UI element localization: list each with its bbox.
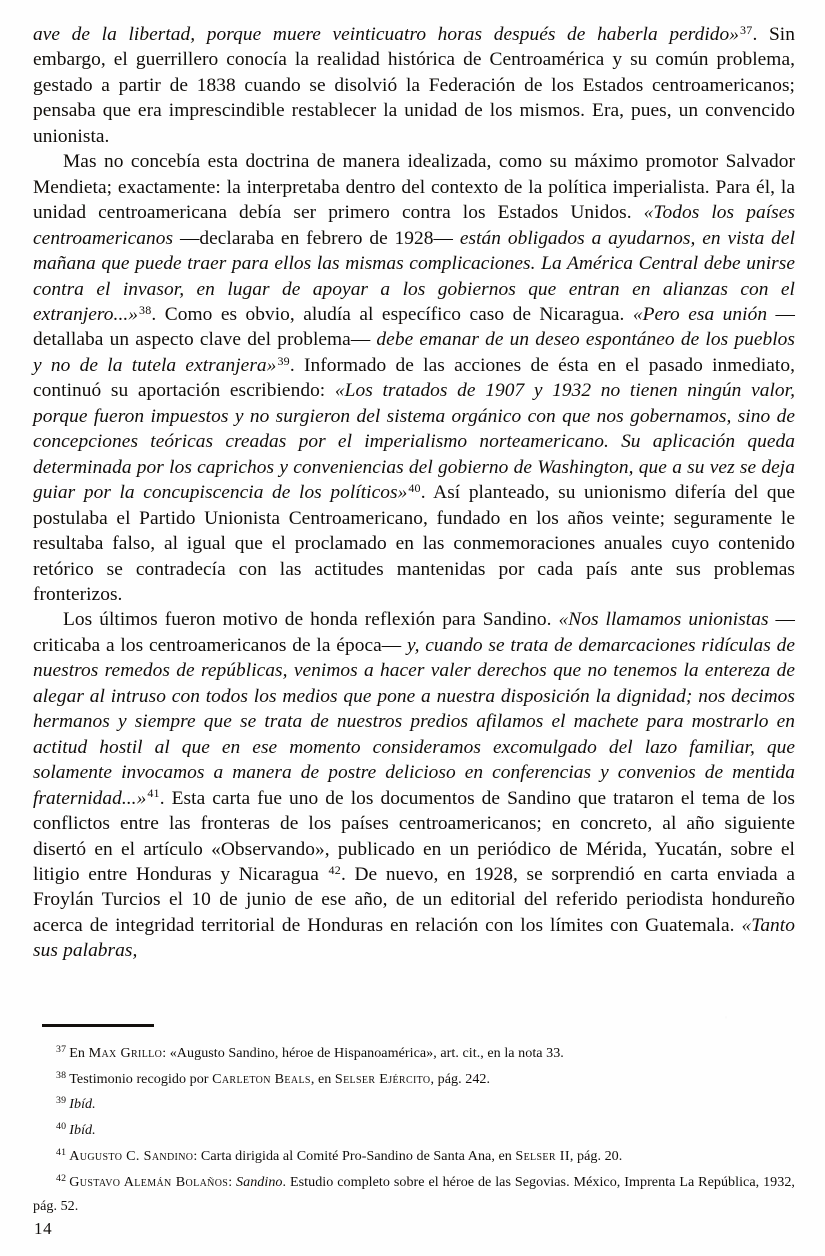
footnote-item xyxy=(33,1118,795,1143)
roman-run: En xyxy=(69,1045,89,1061)
footnote-item xyxy=(33,1170,795,1219)
italic-run: Sandino xyxy=(236,1173,283,1190)
roman-run: : Carta dirigida al Comité Pro-Sandino de Santa Ana, en xyxy=(193,1147,516,1164)
small-caps-name: Max Grillo xyxy=(88,1045,163,1061)
footnote-item xyxy=(33,1092,795,1117)
italic-run: ave de la libertad, porque muere veinticuatro horas después de haberla perdido» xyxy=(33,24,740,45)
footnote-reference-marker: 41 xyxy=(147,786,160,801)
roman-run: —detallaba un aspecto clave del problema— xyxy=(33,303,795,351)
italic-run: Ibíd. xyxy=(69,1122,96,1139)
roman-run: . De nuevo, en 1928, se sorprendió en carta enviada a Froylán Turcios el 10 de junio de ese año, de un editorial del referido periodista hondureño acerca de integridad territorial de Honduras en relación con los límites con Guatemala. xyxy=(33,863,796,936)
roman-run: Los últimos fueron motivo de honda reflexión para Sandino. xyxy=(63,609,559,631)
footnote-item xyxy=(33,1041,795,1066)
footnote-reference-marker: 39 xyxy=(277,353,290,368)
footnote-reference-marker: 37 xyxy=(740,22,753,37)
roman-run: , pág. 20. xyxy=(569,1147,623,1164)
footnote-list xyxy=(33,1041,795,1219)
roman-run: , en xyxy=(310,1070,335,1087)
roman-run: . Como es obvio, aludía al específico caso de Nicaragua. xyxy=(151,303,633,325)
italic-run: están obligados a ayudarnos, en vista del mañana que puede traer para ellos las mismas complicaciones. La América Central debe unirse contra el invasor, en lugar de apoyar a los gobiernos que entran en alianzas con el extranjero...» xyxy=(33,227,796,325)
roman-run: . Informado de las acciones de ésta en el pasado inmediato, continuó su aportación escribiendo: xyxy=(33,354,796,402)
roman-run: . Así planteado, su unionismo difería del que postulaba el Partido Unionista Centroamericano, fundado en los años veinte; seguramente le resultaba falso, al igual que el proclamado en las conmemoraciones anuales cuyo contenido retórico se contradecía con las actitudes mantenidas por cada país ante sus problemas fronterizos. xyxy=(33,482,795,605)
roman-run: Testimonio recogido por xyxy=(69,1070,213,1087)
body-paragraph xyxy=(33,607,795,963)
small-caps-name: Augusto C. Sandino xyxy=(69,1147,194,1164)
small-caps-name: Selser Ejército xyxy=(334,1070,431,1087)
roman-run: : «Augusto Sandino, héroe de Hispanoamérica», art. cit., en la nota 33. xyxy=(162,1045,564,1061)
small-caps-name: Selser II xyxy=(515,1147,570,1164)
footnote-number: 38 xyxy=(56,1069,67,1081)
footnote-number: 40 xyxy=(56,1121,67,1133)
footnote-reference-marker: 40 xyxy=(408,480,421,495)
roman-run: , pág. 242. xyxy=(430,1070,491,1087)
roman-run: —criticaba a los centroamericanos de la época— xyxy=(33,609,795,656)
footnote-number: 37 xyxy=(56,1044,67,1056)
italic-run: «Nos llamamos unionistas xyxy=(558,609,776,631)
footnote-number: 39 xyxy=(56,1095,67,1107)
italic-run: Ibíd. xyxy=(69,1096,96,1113)
roman-run: Mas no concebía esta doctrina de manera idealizada, como su máximo promotor Salvador Mendieta; exactamente: la interpretaba dentro del contexto de la política imperialista. Para él, la unidad centroamericana debía ser primero contra los Estados Unidos. xyxy=(33,151,795,224)
italic-run: «Pero esa unión xyxy=(632,303,776,325)
body-paragraph xyxy=(33,22,795,149)
small-caps-name: Carleton Beals xyxy=(212,1070,311,1087)
footnote-number: 41 xyxy=(56,1146,67,1158)
roman-run: . Esta carta fue uno de los documentos de Sandino que trataron el tema de los conflictos entre las fronteras de los países centroamericanos; en concreto, al año siguiente disertó en el artículo «Observando», publicado en un periódico de Mérida, Yucatán, sobre el litigio entre Honduras y Nicaragua xyxy=(33,787,795,885)
body-text-block xyxy=(33,22,795,964)
roman-run: —declaraba en febrero de 1928— xyxy=(179,227,460,249)
italic-run: debe emanar de un deseo espontáneo de los pueblos y no de la tutela extranjera» xyxy=(33,329,795,376)
small-caps-name: Gustavo Alemán Bolaños xyxy=(69,1173,229,1190)
roman-run: . Estudio completo sobre el héroe de las Segovias. México, Imprenta La República, 1932, pág. 52. xyxy=(33,1173,795,1215)
roman-run: . Sin embargo, el guerrillero conocía la realidad histórica de Centroamérica y su común problema, gestado a partir de 1838 cuando se disolvió la Federación de los Estados centroamericanos; pensaba que era imprescindible restablecer la unidad de los mismos. Era, pues, un convencido unionista. xyxy=(33,24,795,147)
footnote-reference-marker: 38 xyxy=(139,302,152,317)
footnote-item xyxy=(33,1067,795,1092)
italic-run: «Los tratados de 1907 y 1932 no tienen ningún valor, porque fueron impuestos y no surgieron del sistema orgánico con que nos gobernamos, sino de concepciones teóricas creadas por el imperialismo norteamericano. Su aplicación queda determinada por los caprichos y conveniencias del gobierno de Washington, que a su vez se deja guiar por la concupiscencia de los políticos» xyxy=(33,380,796,504)
footnote-number: 42 xyxy=(56,1172,67,1184)
italic-run: «Todos los países centroamericanos xyxy=(33,202,795,249)
italic-run: y, cuando se trata de demarcaciones ridículas de nuestros remedos de repúblicas, venimos a hacer valer derechos que no tenemos la entereza de alegar al intruso con todos los medios que pone a nuestra disposición la dignidad; nos decimos hermanos y siempre que se trata de nuestros predios afilamos el machete para mostrarlo en actitud hostil al que en ese momento consideramos excomulgado del lazo familiar, que solamente invocamos a manera de postre delicioso en conferencias y convenios de mentida fraternidad...» xyxy=(33,634,795,809)
page-number-folio: 14 xyxy=(34,1219,53,1238)
footnote-reference-marker: 42 xyxy=(328,862,341,877)
footnote-item xyxy=(33,1144,795,1169)
italic-run: «Tanto sus palabras, xyxy=(33,914,795,962)
footnotes-section xyxy=(33,1024,795,1220)
footnote-separator-rule xyxy=(42,1024,154,1027)
body-paragraph xyxy=(33,149,795,607)
roman-run: : xyxy=(228,1173,237,1190)
